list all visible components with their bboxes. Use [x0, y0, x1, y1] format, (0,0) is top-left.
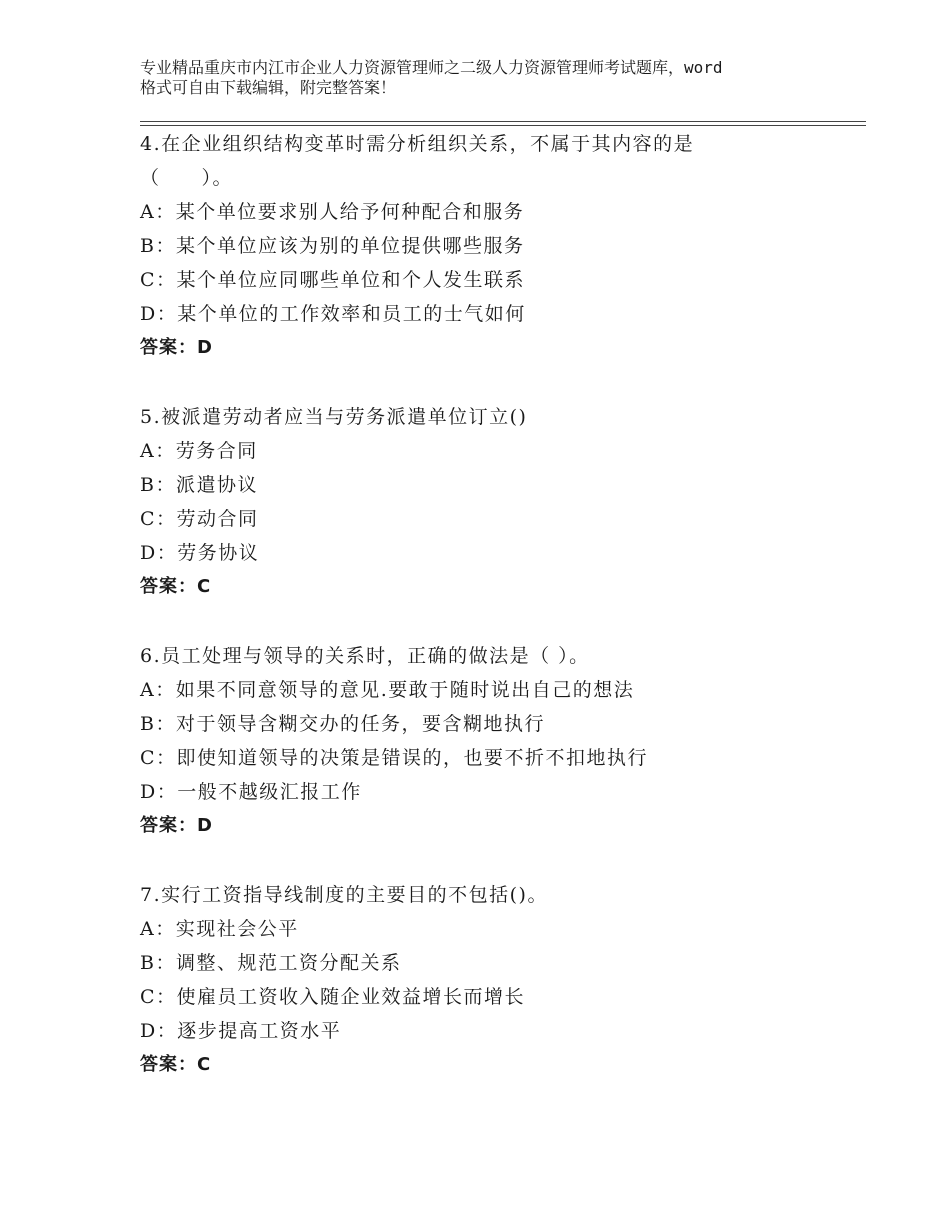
question-stem: 6.员工处理与领导的关系时，正确的做法是（ ）。 — [140, 645, 590, 667]
header-divider-top — [140, 121, 866, 122]
option-c: C：劳动合同 — [140, 508, 259, 530]
header-line-1: 专业精品重庆市内江市企业人力资源管理师之二级人力资源管理师考试题库，word — [140, 58, 723, 77]
question-6 — [140, 639, 860, 843]
answer: 答案：C — [140, 576, 212, 597]
question-stem: 7.实行工资指导线制度的主要目的不包括()。 — [140, 884, 548, 906]
question-5 — [140, 400, 860, 604]
option-c: C：即使知道领导的决策是错误的，也要不折不扣地执行 — [140, 747, 649, 769]
answer: 答案：D — [140, 337, 213, 358]
option-d: D：某个单位的工作效率和员工的士气如何 — [140, 303, 526, 325]
option-d: D：劳务协议 — [140, 542, 260, 564]
option-a: A：劳务合同 — [140, 440, 258, 462]
answer: 答案：C — [140, 1054, 212, 1075]
option-d: D：一般不越级汇报工作 — [140, 781, 362, 803]
answer: 答案：D — [140, 815, 213, 836]
header-line-2: 格式可自由下载编辑，附完整答案！ — [140, 78, 397, 97]
option-b: B：对于领导含糊交办的任务，要含糊地执行 — [140, 713, 545, 735]
option-a: A：实现社会公平 — [140, 918, 299, 940]
option-d: D：逐步提高工资水平 — [140, 1020, 342, 1042]
option-b: B：派遣协议 — [140, 474, 258, 496]
question-4 — [140, 127, 860, 365]
option-c: C：使雇员工资收入随企业效益增长而增长 — [140, 986, 526, 1008]
question-stem-continued: （ ）。 — [140, 167, 234, 189]
option-c: C：某个单位应同哪些单位和个人发生联系 — [140, 269, 526, 291]
option-b: B：某个单位应该为别的单位提供哪些服务 — [140, 235, 525, 257]
header-divider-bottom — [140, 125, 866, 126]
document-header — [140, 58, 840, 98]
question-stem: 4.在企业组织结构变革时需分析组织关系，不属于其内容的是 — [140, 133, 695, 155]
question-stem: 5.被派遣劳动者应当与劳务派遣单位订立() — [140, 406, 528, 428]
question-7 — [140, 878, 860, 1082]
option-b: B：调整、规范工资分配关系 — [140, 952, 402, 974]
option-a: A：某个单位要求别人给予何种配合和服务 — [140, 201, 525, 223]
option-a: A：如果不同意领导的意见.要敢于随时说出自己的想法 — [140, 679, 635, 701]
